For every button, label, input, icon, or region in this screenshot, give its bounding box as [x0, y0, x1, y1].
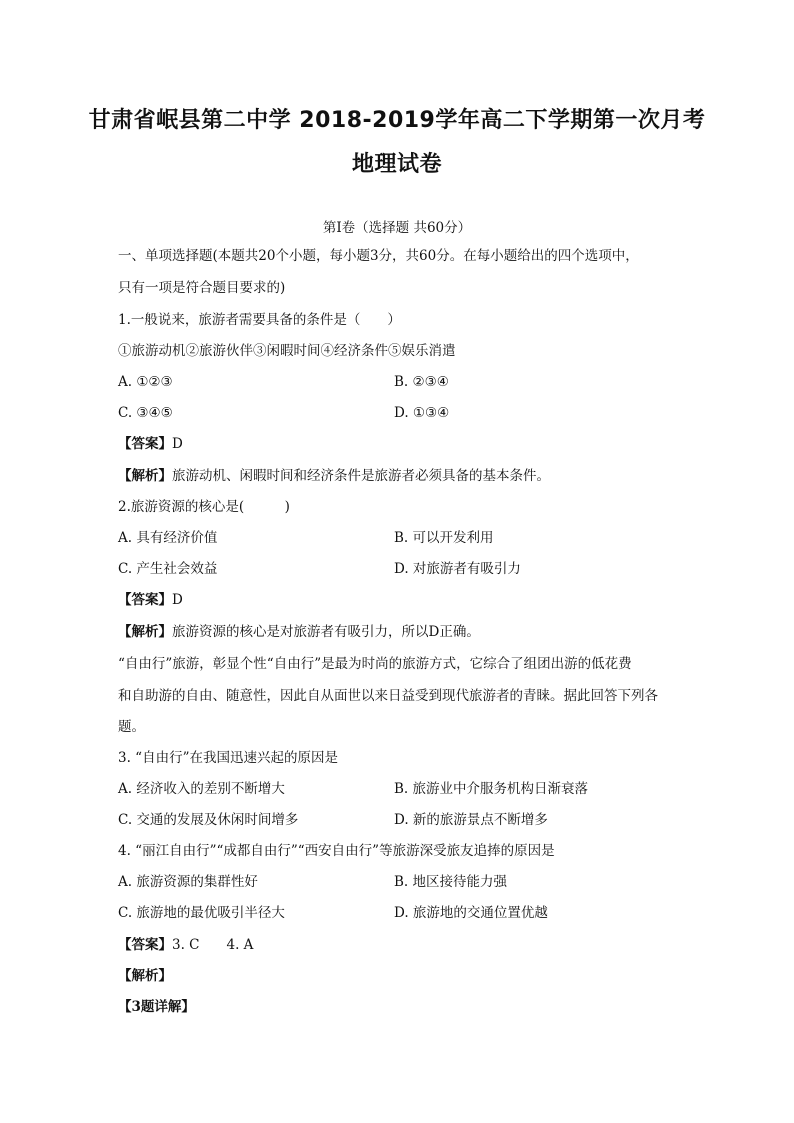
question-1-analysis: [118, 466, 550, 486]
question-4-option-c: C. 旅游地的最优吸引半径大: [118, 905, 285, 921]
question-1-stem: 1.一般说来，旅游者需要具备的条件是（ ）: [118, 312, 401, 328]
question-1-items: ①旅游动机②旅游伙伴③闲暇时间④经济条件⑤娱乐消遣: [118, 343, 456, 359]
passage-line-2: 和自助游的自由、随意性，因此自从面世以来日益受到现代旅游者的青睐。据此回答下列各: [118, 688, 658, 704]
question-1-option-b: B. ②③④: [394, 374, 449, 390]
answer-label: 【答案】: [118, 937, 172, 953]
question-2-option-c: C. 产生社会效益: [118, 561, 218, 577]
question-3-detail-label: 【3题详解】: [118, 999, 195, 1015]
analysis-label: 【解析】: [118, 468, 172, 484]
question-1-option-c: C. ③④⑤: [118, 405, 173, 421]
answer-value: 3. C 4. A: [172, 937, 254, 953]
section-title: 第Ⅰ卷（选择题 共60分）: [322, 220, 472, 236]
question-3-stem: 3. “自由行”在我国迅速兴起的原因是: [118, 750, 338, 766]
question-2-analysis: [118, 622, 480, 642]
analysis-text: 旅游资源的核心是对旅游者有吸引力，所以D正确。: [172, 624, 480, 640]
question-4-option-b: B. 地区接待能力强: [394, 874, 508, 890]
question-2-option-d: D. 对旅游者有吸引力: [394, 561, 521, 577]
question-3-option-d: D. 新的旅游景点不断增多: [394, 812, 548, 828]
answer-value: D: [172, 592, 183, 608]
question-2-option-a: A. 具有经济价值: [118, 530, 218, 546]
question-1-option-d: D. ①③④: [394, 405, 450, 421]
question-3-4-analysis-label: 【解析】: [118, 968, 172, 984]
question-3-4-answer: [118, 935, 253, 955]
question-2-option-b: B. 可以开发利用: [394, 530, 494, 546]
question-1-answer: [118, 434, 183, 454]
exam-subject-title: 地理试卷: [351, 152, 442, 177]
analysis-label: 【解析】: [118, 624, 172, 640]
passage-line-1: “自由行”旅游，彰显个性“自由行”是最为时尚的旅游方式，它综合了组团出游的低花费: [118, 656, 632, 672]
question-2-stem: 2.旅游资源的核心是( ): [118, 499, 290, 515]
answer-label: 【答案】: [118, 436, 172, 452]
question-4-stem: 4. “丽江自由行”“成都自由行”“西安自由行”等旅游深受旅友追捧的原因是: [118, 843, 555, 859]
exam-title: 甘肃省岷县第二中学 2018-2019学年高二下学期第一次月考: [88, 108, 706, 133]
question-3-option-b: B. 旅游业中介服务机构日渐衰落: [394, 781, 589, 797]
analysis-text: 旅游动机、闲暇时间和经济条件是旅游者必须具备的基本条件。: [172, 468, 550, 484]
question-4-option-a: A. 旅游资源的集群性好: [118, 874, 258, 890]
answer-label: 【答案】: [118, 592, 172, 608]
question-2-answer: [118, 590, 183, 610]
passage-line-3: 题。: [118, 719, 145, 735]
question-3-option-a: A. 经济收入的差别不断增大: [118, 781, 285, 797]
question-4-option-d: D. 旅游地的交通位置优越: [394, 905, 548, 921]
answer-value: D: [172, 436, 183, 452]
instructions-line-1: 一、单项选择题(本题共20个小题，每小题3分，共60分。在每小题给出的四个选项中，: [118, 248, 639, 264]
instructions-line-2: 只有一项是符合题目要求的): [118, 280, 286, 296]
question-3-option-c: C. 交通的发展及休闲时间增多: [118, 812, 299, 828]
question-1-option-a: A. ①②③: [118, 374, 173, 390]
